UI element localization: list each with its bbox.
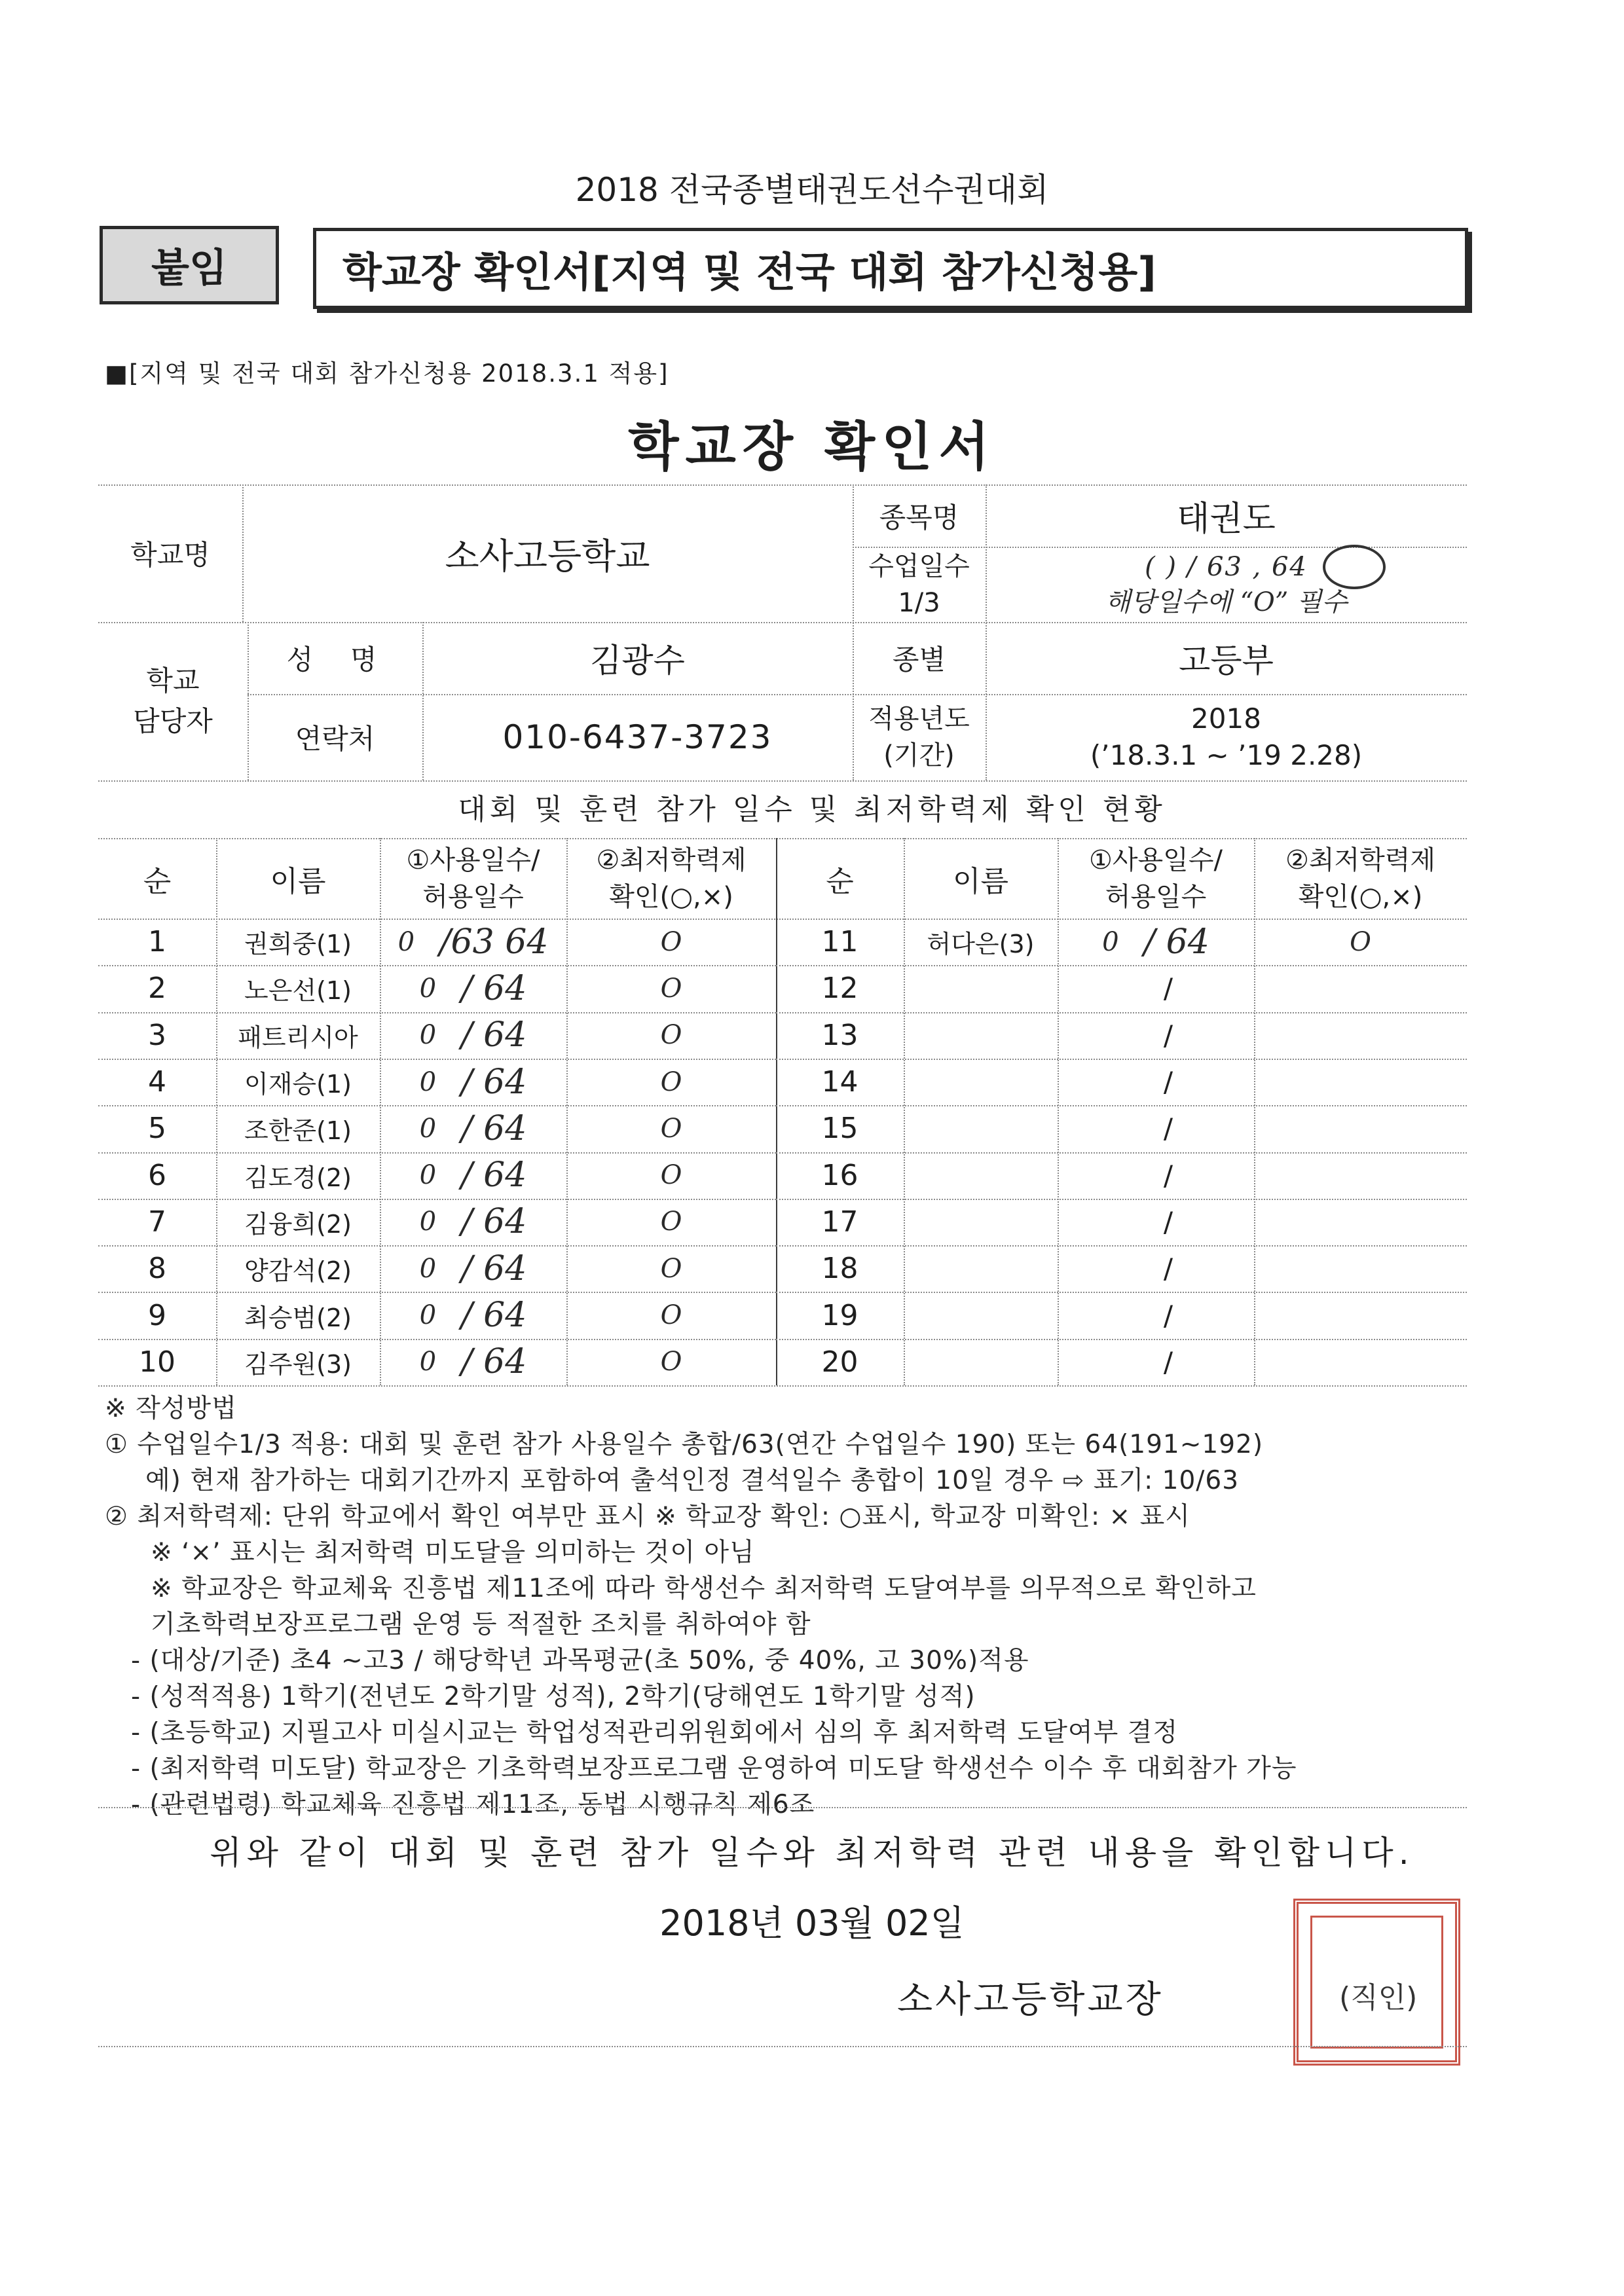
header-check	[1254, 838, 1467, 919]
used-days: 0	[419, 1160, 437, 1191]
student-name: 양감석(2)	[244, 1256, 352, 1286]
student-name	[904, 1152, 1058, 1199]
check-mark	[1254, 1105, 1467, 1152]
allowed-days: /	[1163, 1205, 1173, 1238]
header-check-2: 확인(○,×)	[609, 881, 733, 912]
student-name	[904, 1292, 1058, 1338]
allowed-days: /	[1163, 1112, 1173, 1145]
student-name	[904, 1245, 1058, 1292]
signer-name: 소사고등학교장	[897, 1978, 1164, 2021]
header-no: 순	[826, 864, 854, 898]
row-number: 10	[139, 1345, 175, 1379]
student-name: 최승범(2)	[244, 1303, 352, 1332]
note-line: 기초학력보장프로그램 운영 등 적절한 조치를 취하여야 함	[151, 1610, 811, 1639]
attachment-box	[100, 226, 279, 304]
days-cell	[1058, 1245, 1254, 1292]
used-days: 0	[419, 1300, 437, 1331]
days-cell	[380, 1245, 566, 1292]
header-no: 순	[143, 864, 172, 898]
check-mark	[1254, 965, 1467, 1011]
header-name: 이름	[952, 864, 1008, 898]
check-mark	[1254, 1339, 1467, 1385]
allowed-days: /	[1163, 1252, 1173, 1285]
row-number: 5	[148, 1112, 166, 1146]
allowed-days: / 64	[461, 1015, 527, 1055]
year-label-1: 적용년도	[868, 704, 970, 734]
class-days-label	[853, 547, 986, 622]
school-label: 학교명	[130, 539, 210, 571]
check-mark	[1254, 1059, 1467, 1105]
manager-label-2: 담당자	[133, 705, 213, 737]
student-name: 이재승(1)	[244, 1070, 352, 1099]
row-number: 19	[821, 1298, 858, 1332]
note-line: - (최저학력 미도달) 학교장은 기초학력보장프로그램 운영하여 미도달 학생선수 이수 후 대회참가 가능	[131, 1754, 1297, 1783]
student-name: 허다은(3)	[927, 930, 1035, 959]
note-line: - (관련법령) 학교체육 진흥법 제11조, 동법 시행규칙 제6조	[131, 1790, 815, 1819]
class-days-text: ( ) / 63 , 64	[1145, 551, 1308, 582]
allowed-days: / 64	[461, 1248, 527, 1288]
student-name	[904, 1012, 1058, 1059]
header-days-2: 허용일수	[1105, 881, 1207, 912]
header-check-2: 확인(○,×)	[1298, 881, 1423, 912]
used-days: 0	[1102, 926, 1119, 957]
class-days-value	[986, 547, 1467, 622]
check-mark: O	[660, 1207, 682, 1237]
student-name: 노은선(1)	[244, 976, 352, 1006]
row-number: 12	[821, 972, 858, 1006]
days-cell	[1058, 1105, 1254, 1152]
allowed-days: /	[1163, 1159, 1173, 1192]
days-cell	[380, 1292, 566, 1338]
check-mark: O	[660, 926, 682, 957]
notes-heading: ※ 작성방법	[105, 1394, 237, 1423]
days-cell	[1058, 919, 1254, 965]
row-number: 7	[148, 1205, 166, 1239]
used-days: 0	[419, 1066, 437, 1097]
header-check-1: ②최저학력제	[1285, 845, 1436, 875]
student-name	[904, 1339, 1058, 1385]
student-name	[904, 1059, 1058, 1105]
allowed-days: / 64	[461, 1156, 527, 1195]
used-days: 0	[419, 1020, 437, 1051]
student-name	[904, 965, 1058, 1011]
row-number: 14	[821, 1065, 858, 1099]
header-check	[566, 838, 776, 919]
header-days	[1058, 838, 1254, 919]
school-value: 소사고등학교	[445, 535, 650, 577]
note-line: - (성적적용) 1학기(전년도 2학기말 성적), 2학기(당해연도 1학기말 성적)	[131, 1682, 976, 1711]
category-value: 고등부	[1179, 642, 1274, 680]
student-name: 김주원(3)	[244, 1349, 352, 1379]
allowed-days: / 64	[461, 1342, 527, 1382]
used-days: 0	[419, 973, 437, 1004]
used-days: 0	[397, 926, 415, 957]
used-days: 0	[419, 1347, 437, 1377]
check-mark: O	[660, 1347, 682, 1377]
header-days-1: ①사용일수/	[406, 845, 540, 875]
attachment-label: 붙임	[151, 246, 227, 291]
days-cell	[380, 1059, 566, 1105]
allowed-days: / 64	[461, 1202, 527, 1242]
class-days-note: 해당일수에 “O” 필수	[1105, 587, 1348, 617]
allowed-days: /	[1163, 1345, 1173, 1378]
category-label: 종별	[892, 644, 946, 676]
year-value-2: (’18.3.1 ~ ’19 2.28)	[1090, 739, 1363, 771]
allowed-days: /63 64	[439, 922, 549, 962]
days-cell	[380, 1339, 566, 1385]
days-cell	[1058, 965, 1254, 1011]
used-days: 0	[419, 1253, 437, 1284]
note-line: ※ ‘×’ 표시는 최저학력 미도달을 의미하는 것이 아님	[151, 1538, 755, 1567]
check-mark	[1254, 1199, 1467, 1245]
student-name: 패트리시아	[238, 1023, 358, 1052]
contact-value: 010-6437-3723	[502, 718, 773, 756]
year-label	[853, 694, 986, 780]
header-check-1: ②최저학력제	[596, 845, 747, 875]
row-number: 9	[148, 1298, 166, 1332]
sport-label: 종목명	[879, 501, 959, 534]
used-days: 0	[419, 1113, 437, 1144]
year-value-1: 2018	[1191, 702, 1261, 735]
check-mark	[1254, 1245, 1467, 1292]
seal-label: (직인)	[1339, 1981, 1418, 2014]
application-note: ■[지역 및 전국 대회 참가신청용 2018.3.1 적용]	[105, 359, 669, 388]
days-cell	[380, 919, 566, 965]
issue-date: 2018년 03월 02일	[659, 1903, 965, 1944]
student-name: 권희중(1)	[244, 930, 352, 959]
allowed-days: /	[1163, 1019, 1173, 1051]
check-mark: O	[660, 1300, 682, 1331]
row-number: 6	[148, 1158, 166, 1192]
class-days-label-1: 수업일수	[868, 551, 970, 581]
row-number: 2	[148, 972, 166, 1006]
check-mark: O	[660, 1020, 682, 1051]
name-label: 성 명	[286, 644, 384, 676]
check-mark: O	[660, 1253, 682, 1284]
event-title: 2018 전국종별태권도선수권대회	[575, 171, 1049, 209]
days-cell	[1058, 1339, 1254, 1385]
check-mark: O	[660, 1160, 682, 1191]
allowed-days: / 64	[461, 1108, 527, 1148]
allowed-days: /	[1163, 972, 1173, 1005]
allowed-days: / 64	[461, 968, 527, 1008]
manager-label	[98, 622, 248, 780]
days-cell	[380, 1199, 566, 1245]
days-cell	[380, 1152, 566, 1199]
used-days: 0	[419, 1207, 437, 1237]
days-cell	[1058, 1199, 1254, 1245]
check-mark	[1254, 1152, 1467, 1199]
year-value	[986, 694, 1467, 780]
allowed-days: / 64	[1143, 922, 1209, 962]
student-name	[904, 1105, 1058, 1152]
header-name: 이름	[270, 864, 326, 898]
check-mark: O	[660, 1113, 682, 1144]
days-cell	[1058, 1292, 1254, 1338]
sport-value: 태권도	[1177, 500, 1276, 539]
year-label-2: (기간)	[883, 740, 955, 771]
days-cell	[380, 965, 566, 1011]
row-number: 15	[821, 1112, 858, 1146]
days-cell	[1058, 1012, 1254, 1059]
form-title: 학교장 확인서[지역 및 전국 대회 참가신청용]	[342, 247, 1156, 296]
status-title: 대회 및 훈련 참가 일수 및 최저학력제 확인 현황	[458, 793, 1166, 826]
row-number: 20	[821, 1345, 858, 1379]
allowed-days: / 64	[461, 1296, 527, 1336]
student-name	[904, 1199, 1058, 1245]
row-number: 3	[148, 1018, 166, 1052]
days-cell	[1058, 1059, 1254, 1105]
allowed-days: /	[1163, 1299, 1173, 1332]
manager-label-1: 학교	[146, 665, 200, 697]
form-title-box	[313, 228, 1468, 309]
row-number: 13	[821, 1018, 858, 1052]
row-number: 18	[821, 1252, 858, 1286]
header-days-2: 허용일수	[422, 881, 524, 912]
allowed-days: / 64	[461, 1062, 527, 1102]
name-value: 김광수	[590, 642, 685, 680]
note-line: ① 수업일수1/3 적용: 대회 및 훈련 참가 사용일수 총합/63(연간 수업일수 190) 또는 64(191~192)	[105, 1430, 1264, 1459]
check-mark: O	[660, 1066, 682, 1097]
header-days-1: ①사용일수/	[1089, 845, 1223, 875]
note-line: ② 최저학력제: 단위 학교에서 확인 여부만 표시 ※ 학교장 확인: ○표시, 학교장 미확인: × 표시	[105, 1502, 1190, 1531]
allowed-days: /	[1163, 1066, 1173, 1099]
confirm-statement: 위와 같이 대회 및 훈련 참가 일수와 최저학력 관련 내용을 확인합니다.	[210, 1834, 1414, 1872]
days-cell	[380, 1012, 566, 1059]
header-days	[380, 838, 566, 919]
row-number: 16	[821, 1158, 858, 1192]
check-mark	[1254, 1292, 1467, 1338]
row-number: 4	[148, 1065, 166, 1099]
row-number: 11	[821, 925, 858, 959]
contact-label: 연락처	[295, 723, 375, 755]
row-number: 17	[821, 1205, 858, 1239]
class-days-label-2: 1/3	[898, 587, 940, 618]
check-mark: O	[660, 973, 682, 1004]
circled-64-mark	[1323, 545, 1386, 589]
check-mark: O	[1350, 926, 1371, 957]
note-line: - (초등학교) 지필고사 미실시교는 학업성적관리위원회에서 심의 후 최저학력 도달여부 결정	[131, 1718, 1179, 1747]
note-line: - (대상/기준) 초4 ~고3 / 해당학년 과목평균(초 50%, 중 40%, 고 30%)적용	[131, 1646, 1029, 1675]
row-number: 1	[148, 925, 166, 959]
row-number: 8	[148, 1252, 166, 1286]
main-title: 학교장 확인서	[628, 416, 996, 477]
student-name: 김도경(2)	[244, 1163, 352, 1192]
note-line: 예) 현재 참가하는 대회기간까지 포함하여 출석인정 결석일수 총합이 10일 경우 ⇨ 표기: 10/63	[145, 1466, 1240, 1495]
check-mark	[1254, 1012, 1467, 1059]
student-name: 조한준(1)	[244, 1116, 352, 1146]
note-line: ※ 학교장은 학교체육 진흥법 제11조에 따라 학생선수 최저학력 도달여부를 의무적으로 확인하고	[151, 1574, 1257, 1603]
days-cell	[380, 1105, 566, 1152]
days-cell	[1058, 1152, 1254, 1199]
student-name: 김융희(2)	[244, 1209, 352, 1239]
